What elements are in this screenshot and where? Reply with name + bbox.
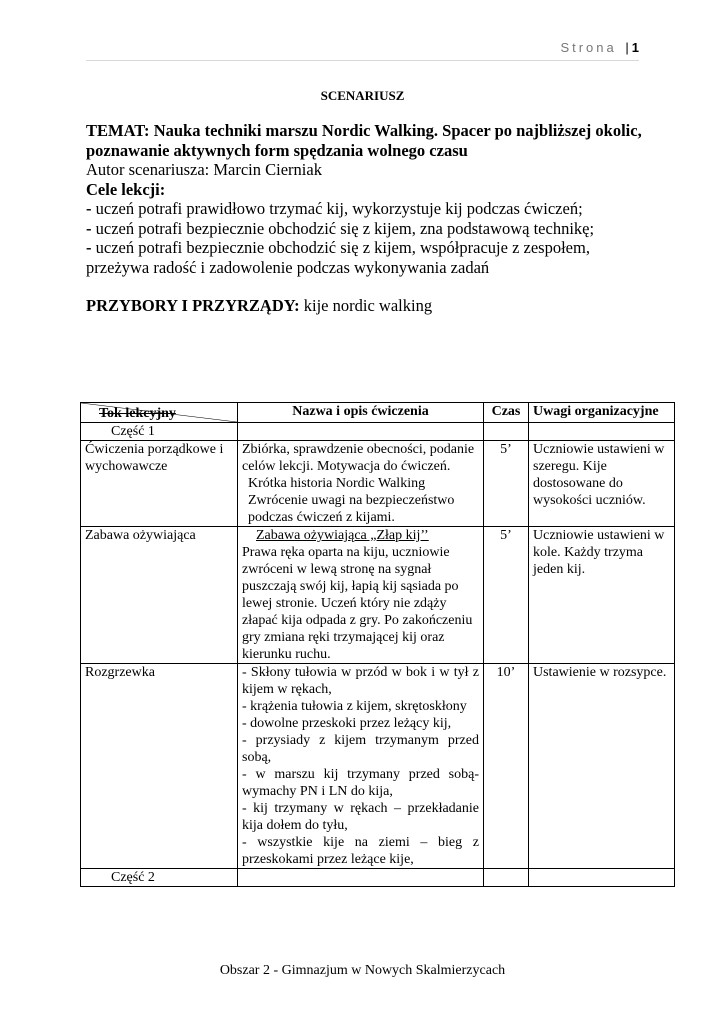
goal-item (86, 219, 656, 239)
header-rule (86, 60, 639, 61)
opis-text: Prawa ręka oparta na kiju, uczniowie zwróceni w lewą stronę na sygnał puszczają swój kij, łapią kij sąsiada po lewej stronie. Uczeń który nie zdąży złapać kija odpada z gry. Po zakończeniu gry zmiana ręki trzymającej kij oraz kierunku ruchu. (242, 545, 473, 662)
header-uwagi: Uwagi organizacyjne (529, 403, 675, 423)
page-separator: | (625, 40, 629, 55)
opis-line: Zwrócenie uwagi na bezpieczeństwo podczas ćwiczeń z kijami. (248, 493, 455, 525)
czas-cell: 5’ (484, 527, 529, 664)
tok-cell: Zabawa ożywiająca (81, 527, 238, 664)
czas-cell: 10’ (484, 664, 529, 869)
header-tok-label: Tok lekcyjny (99, 406, 176, 421)
tok-cell: Ćwiczenia porządkowe i wychowawcze (81, 441, 238, 527)
part-row (81, 869, 675, 887)
goal-text: uczeń potrafi bezpiecznie obchodzić się z kijem, współpracuje z zespołem, przeżywa radość i zadowolenie podczas wykonywania zadań (86, 238, 590, 277)
list-item: - kij trzymany w rękach – przekładanie kija dołem do tyłu, (242, 801, 479, 833)
goal-item (86, 199, 656, 219)
uwagi-cell: Uczniowie ustawieni w szeregu. Kije dostosowane do wysokości uczniów. (529, 441, 675, 527)
header-tok (81, 403, 238, 423)
list-item: - Skłony tułowia w przód w bok i w tył z kijem w rękach, (242, 665, 479, 697)
list-item: - przysiady z kijem trzymanym przed sobą, (242, 733, 479, 765)
opis-cell (238, 441, 484, 527)
uwagi-cell: Uczniowie ustawieni w kole. Każdy trzyma jeden kij. (529, 527, 675, 664)
header-czas: Czas (484, 403, 529, 423)
page-header (560, 40, 639, 55)
equipment-label: PRZYBORY I PRZYRZĄDY: (86, 296, 300, 315)
page-word: Strona (560, 40, 617, 55)
goal-dash: - (86, 199, 92, 218)
header-nazwa: Nazwa i opis ćwiczenia (238, 403, 484, 423)
uwagi-cell: Ustawienie w rozsypce. (529, 664, 675, 869)
part-label: Część 2 (81, 869, 238, 887)
topic (86, 121, 656, 160)
tok-cell: Rozgrzewka (81, 664, 238, 869)
equipment (86, 296, 656, 316)
goals-heading: Cele lekcji: (86, 179, 166, 199)
diagonal-line (81, 403, 237, 422)
goal-text: uczeń potrafi bezpiecznie obchodzić się z kijem, zna podstawową technikę; (91, 218, 595, 238)
table-row (81, 441, 675, 527)
author: Autor scenariusza: Marcin Cierniak (86, 160, 322, 179)
list-item: - w marszu kij trzymany przed sobą- wymachy PN i LN do kija, (242, 767, 479, 799)
exercise-list (242, 664, 479, 868)
goal-dash: - (86, 218, 92, 238)
lesson-table (80, 402, 675, 887)
document-title: SCENARIUSZ (320, 88, 405, 103)
table-row (81, 664, 675, 869)
page-number: 1 (631, 40, 639, 55)
opis-line: Zbiórka, sprawdzenie obecności, podanie celów lekcji. Motywacja do ćwiczeń. (242, 442, 475, 474)
opis-line: Krótka historia Nordic Walking (248, 476, 426, 491)
goal-text: uczeń potrafi prawidłowo trzymać kij, wykorzystuje kij podczas ćwiczeń; (91, 199, 583, 218)
lesson-intro (86, 121, 656, 316)
list-item: - dowolne przeskoki przez leżący kij, (242, 716, 452, 731)
list-item: - krążenia tułowia z kijem, skrętoskłony (242, 699, 467, 714)
part-row (81, 423, 675, 441)
opis-cell (238, 527, 484, 664)
czas-cell: 5’ (484, 441, 529, 527)
goal-item (86, 238, 656, 277)
goal-dash: - (86, 238, 92, 257)
list-item: - wszystkie kije na ziemi – bieg z przeskokami przez leżące kije, (242, 835, 479, 867)
equipment-value: kije nordic walking (299, 296, 433, 315)
table-row (81, 527, 675, 664)
footer: Obszar 2 - Gimnazjum w Nowych Skalmierzycach (219, 963, 506, 978)
opis-title: Zabawa ożywiająca „Złap kij’’ (256, 528, 429, 543)
topic-prefix: TEMAT: (86, 121, 150, 140)
topic-text: Nauka techniki marszu Nordic Walking. Spacer po najbliższej okolic, poznawanie aktywnych form spędzania wolnego czasu (86, 121, 642, 160)
table-header-row (81, 403, 675, 423)
part-label: Część 1 (81, 423, 238, 441)
opis-cell (238, 664, 484, 869)
